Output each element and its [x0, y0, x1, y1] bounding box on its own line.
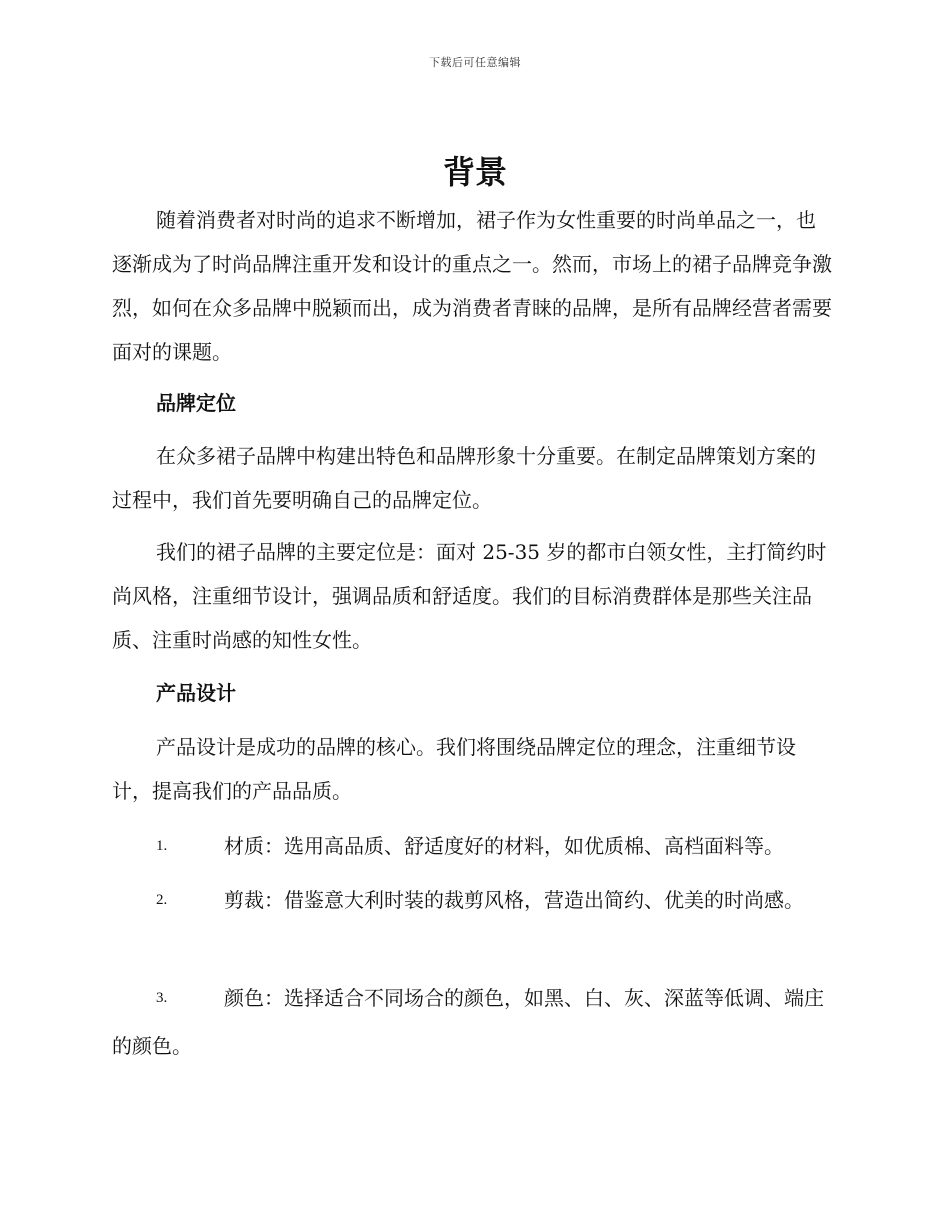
list-item: [112, 822, 832, 870]
list-item-number: 2.: [156, 892, 168, 908]
brand-positioning-paragraph-2-block: [112, 530, 832, 662]
section-heading-product-design: 产品设计: [156, 681, 236, 705]
product-design-paragraph: 产品设计是成功的品牌的核心。我们将围绕品牌定位的理念，注重细节设计，提高我们的产品品质。: [112, 735, 796, 803]
brand-positioning-paragraph-1: 在众多裙子品牌中构建出特色和品牌形象十分重要。在制定品牌策划方案的过程中，我们首先要明确自己的品牌定位。: [112, 444, 816, 512]
document-title: 背景: [442, 153, 507, 191]
intro-paragraph: 随着消费者对时尚的追求不断增加，裙子作为女性重要的时尚单品之一，也逐渐成为了时尚品牌注重开发和设计的重点之一。然而，市场上的裙子品牌竞争激烈，如何在众多品牌中脱颖而出，成为消费者青睐的品牌，是所有品牌经营者需要面对的课题。: [112, 208, 832, 364]
list-item: [112, 876, 832, 924]
intro-block: [112, 198, 832, 374]
list-item-text: 材质：选用高品质、舒适度好的材料，如优质棉、高档面料等。: [224, 834, 784, 858]
list-item-number: 3.: [156, 990, 168, 1006]
header-note: 下载后可任意编辑: [429, 56, 521, 69]
list-item-number: 1.: [156, 838, 168, 854]
brand-positioning-paragraph-1-block: [112, 434, 832, 522]
list-item-text: 剪裁：借鉴意大利时装的裁剪风格，营造出简约、优美的时尚感。: [224, 888, 804, 912]
brand-positioning-paragraph-2: 我们的裙子品牌的主要定位是：面对 25-35 岁的都市白领女性，主打简约时尚风格，注重细节设计，强调品质和舒适度。我们的目标消费群体是那些关注品质、注重时尚感的知性女性。: [112, 540, 827, 652]
product-design-paragraph-block: [112, 725, 832, 813]
list-item: [112, 974, 832, 1070]
section-heading-brand-positioning: 品牌定位: [156, 391, 236, 415]
list-item-text: 颜色：选择适合不同场合的颜色，如黑、白、灰、深蓝等低调、端庄的颜色。: [112, 986, 824, 1058]
